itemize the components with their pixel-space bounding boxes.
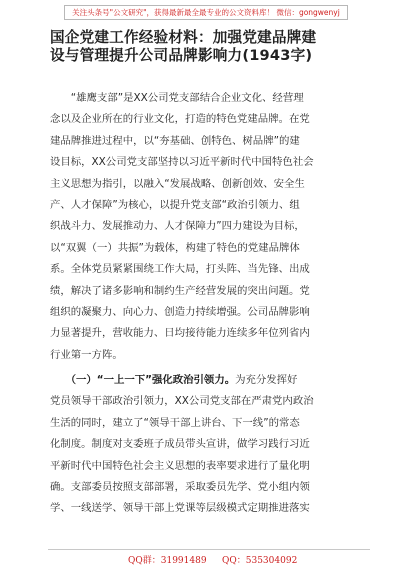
body-line: 确。支部委员按照支部部署，采取委员先学、党小组内领	[50, 481, 310, 494]
body-line: 织战斗力、发展推动力、人才保障力”四力建设为目标，	[50, 220, 305, 233]
qq-number: QQ：535304092	[222, 556, 298, 566]
body-line: 建品牌推进过程中，以“夯基础、创特色、树品牌”的建	[50, 134, 300, 147]
body-line: 行业第一方阵。	[50, 348, 123, 361]
body-line: 组织的凝聚力、向心力、创造力持续增强。公司品牌影响	[50, 305, 310, 318]
body-line: 主义思想为指引，以融入“发展战略、创新创效、安全生	[50, 177, 305, 190]
body-line: 以“双翼（一）共振”为载体，构建了特色的党建品牌体	[50, 241, 300, 254]
qq-group: QQ群：31991489	[128, 556, 207, 566]
body-line: 学、一线送学、领导干部上党课等层级模式定期推进落实	[50, 502, 310, 515]
section-heading-rest: 为充分发挥好	[235, 374, 298, 387]
document-body	[50, 88, 370, 520]
body-line: 系。全体党员紧紧围绕工作大局，打头阵、当先锋、出成	[50, 263, 310, 276]
section-heading: （一）“一上一下”强化政治引领力。	[70, 374, 236, 387]
body-line: 念以及企业所在的行业文化，打造的特色党建品牌。在党	[50, 113, 310, 126]
body-line: 化制度。制度对支委班子成员带头宣讲，做学习践行习近	[50, 438, 310, 451]
document-title	[50, 29, 370, 65]
footer-divider	[48, 549, 370, 550]
title-line: 国企党建工作经验材料：加强党建品牌建	[50, 29, 317, 46]
body-line: 平新时代中国特色社会主义思想的表率要求进行了量化明	[50, 459, 310, 472]
section-heading-line	[50, 370, 370, 391]
body-line: 力显著提升，营收能力、日均接待能力连续多年位列省内	[50, 327, 310, 340]
body-line: 生活的同时，建立了“领导干部上讲台、下一线”的常态	[50, 416, 300, 429]
title-line: 设与管理提升公司品牌影响力(1943字)	[50, 47, 313, 64]
body-line: 绩，解决了诸多影响和制约生产经营发展的突出问题。党	[50, 284, 310, 297]
body-line: 党员领导干部政治引领力，XX公司党支部在严肃党内政治	[50, 395, 314, 408]
body-line: 产、人才保障”为核心，以提升党支部“政治引领力、组	[50, 198, 300, 211]
body-line: 设目标，XX公司党支部坚持以习近平新时代中国特色社会	[50, 156, 314, 169]
body-line: “雄鹰支部”是XX公司党支部结合企业文化、经营理	[50, 92, 304, 104]
top-banner: 关注头条号"公文研究"，获得最新最全最专业的公文资料库！ 微信：gongwenyj	[64, 5, 348, 20]
